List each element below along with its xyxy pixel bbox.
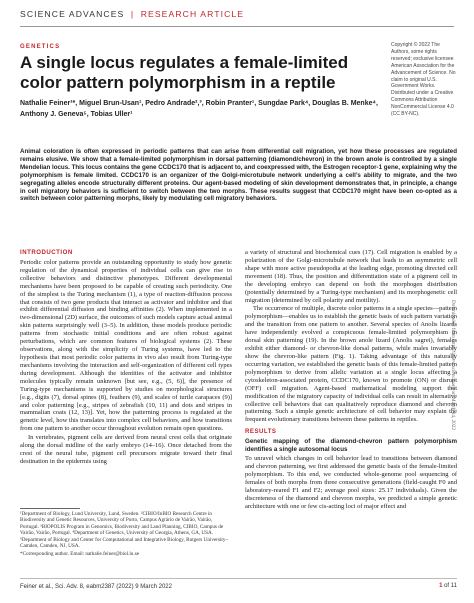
abstract: Animal coloration is often expressed in periodic patterns that can arise from differential cell migration, yet how these processes are regulated remains elusive. We show that a female-limited polymorphism in dorsal patterning (diamond/chevron) in the brown anole is controlled by a single Mendelian locus. This locus contains the gene CCDC170 that is adjacent to, and coexpressed with, the Estrogen receptor-1 gene, explaining why the polymorphism is female limited. CCDC170 is an organizer of the Golgi-microtubule network underlying a cell’s ability to migrate, and the two segregating alleles encode structurally different proteins. Our agent-based modeling of skin development demonstrates that, in principle, a change in cell migratory behaviors is sufficient to switch between the two morphs. These results suggest that CCDC170 might have been co-opted as a switch between color patterning morphs, likely by modulating cell migratory behaviors. [20, 148, 458, 203]
intro-paragraph-3: a variety of structural and biochemical cues (17). Cell migration is enabled by a polarization of the Golgi-microtubule network that leads to an asymmetric cell shape with more active pseudopodia at the leading edge, promoting directed cell movement (18). Thus, the position and differentiation state of a pigment cell in the developing embryo can depend on both the morphogen distribution (potentially determined by a Turing-type mechanism) and its morphogenetic cell migration (determined by cell polarity and motility). [245, 249, 457, 304]
citation: Feiner et al., Sci. Adv. 8, eabm2387 (2022) 9 March 2022 [20, 584, 172, 590]
header-divider [20, 26, 454, 27]
footer-divider [20, 578, 457, 579]
intro-paragraph-2: In vertebrates, pigment cells are derived from neural crest cells that originate along the dorsal midline of the early embryo (14–16). Once detached from the crest of the neural tube, pigment cell precursors migrate toward their final destination in the epidermis using [20, 434, 232, 465]
journal-name: SCIENCE ADVANCES [20, 9, 125, 19]
article-type: RESEARCH ARTICLE [140, 9, 245, 19]
results-subheading: Genetic mapping of the diamond-chevron pattern polymorphism identifies a single autosomal locus [245, 438, 457, 454]
author-list: Nathalie Feiner¹*, Miguel Brun-Usan¹, Pedro Andrade²,³, Robin Pranter¹, Sungdae Park⁴, Douglas B. Menke⁴, Anthony J. Geneva⁵, Tobias Uller¹ [20, 100, 378, 118]
results-paragraph-1: To unravel which changes in cell behavior lead to transitions between diamond and chevron patterning, we first addressed the genetic basis of the female-limited polymorphism. To this end, we conducted whole-genome pool sequencing of females of both morphs from three consecutive generations (field-caught F0 and laboratory-reared F1 and F2; average pool sizes: 25.17 individuals). Given the discreteness of the diamond and chevron morphs, we predicted a simple genetic architecture with one or few cis-acting loci of major effect and [245, 455, 457, 510]
current-page: 1 [439, 583, 443, 589]
footnotes [20, 511, 232, 558]
intro-paragraph-4: The occurrence of multiple, discrete color patterns in a single species—pattern polymorphism—enables us to establish the genetic basis of such pattern variation and the transition from one pattern to another. Several species of Anolis lizards have independently evolved a conspicuous female-limited polymorphism in dorsal skin patterning (19). In the brown anole lizard (Anolis sagrei), females exhibit either diamond- or chevron-like dorsal patterns, while males invariably show the chevron-like pattern (Fig. 1). Taking advantage of this naturally occurring variation, we established the genetic basis of this female-limited pattern polymorphism to derive from allelic variation at a single locus affecting a cytoskeleton-associated protein, CCDC170, known to promote (ON) or disrupt (OFF) cell migration. Agent-based mathematical modeling support that modification of the migratory capacity of individual cells can result in alternative collective cell behaviors that can qualitatively reproduce diamond and chevron patterning. Such a simple genetic architecture of cell behavior may explain the frequent evolutionary transitions between these patterns in reptiles. [245, 305, 457, 424]
corresponding-author: *Corresponding author. Email: nathalie.feiner@biol.lu.se [20, 551, 140, 558]
page-number [439, 583, 457, 589]
introduction-heading: INTRODUCTION [20, 249, 73, 256]
affiliations: ¹Department of Biology, Lund University, Lund, Sweden. ²CIBIO/InBIO Research Centre in Biodiversity and Genetic Resources, University of Porto, Campus Agrário de Vairão, Vairão, Portugal. ³BIOPOLIS Program in Genomics, Biodiversity and Land Planning, CIBIO, Campus de Vairão, Vairão, Portugal. ⁴Department of Genetics, University of Georgia, Athens, GA, USA. ⁵Department of Biology and Center for Computational and Integrative Biology, Rutgers University–Camden, Camden, NJ, USA. [20, 511, 229, 550]
section-tag: GENETICS [20, 44, 61, 50]
copyright-notice: Copyright © 2022 The Authors, some rights reserved; exclusive licensee American Association for the Advancement of Science. No claim to original U.S. Government Works. Distributed under a Creative Commons Attribution NonCommercial License 4.0 (CC BY-NC). [391, 42, 456, 118]
journal-header [20, 9, 244, 19]
header-separator: | [130, 9, 135, 19]
intro-paragraph-1: Periodic color patterns provide an outstanding opportunity to study how genetic regulation of the dynamical properties of individual cells can give rise to collective behaviors and distinctive phenotypes. Different developmental mechanisms have been proposed to be capable of creating such periodicity. One of the simplest is the Turing mechanism (1), a type of reaction-diffusion process that consists of two gene products that interact as activator and inhibitor and that exhibit differential diffusion and binding affinities (2). When implemented in a two-dimensional (2D) surface, the outcomes of such models capture actual animal skin patterns surprisingly well (3–5). In addition, these models produce periodic patterns from stochastic initial conditions and are often robust against perturbations, which are common features of biological systems (2). These observations, along with the simplicity of Turing systems, have led to the hypothesis that most periodic color patterns in vivo also result from Turing-type mechanisms involving the interaction and self-organization of different cell types during development. Although the identities of the activator and inhibitor molecules typically remain unknown [but see, e.g., (5, 6)], the presence of Turing-type mechanisms is supported by studies on morphological structures [e.g., digits (7), dorsal spines (8), feathers (9), and scales of turtle carapaces (9)] and color patterning [e.g., stripes of zebrafish (10, 11) and dots and stripes in mammalian coats (12, 13)]. Yet, how the patterning process is regulated at the genetic level, how this translates into complex cell behaviors, and how transitions from one pattern to another occur throughout evolution remain open questions. [20, 258, 232, 433]
article-title: A single locus regulates a female-limited color pattern polymorphism in a reptile [20, 53, 349, 92]
left-column [20, 249, 232, 467]
download-watermark: Downloaded from https://www.science.org on March 14, 2022 [450, 300, 456, 430]
right-column [245, 249, 457, 511]
results-heading: RESULTS [245, 428, 277, 436]
footnote-divider [20, 508, 80, 509]
page-total: of 11 [444, 583, 457, 589]
